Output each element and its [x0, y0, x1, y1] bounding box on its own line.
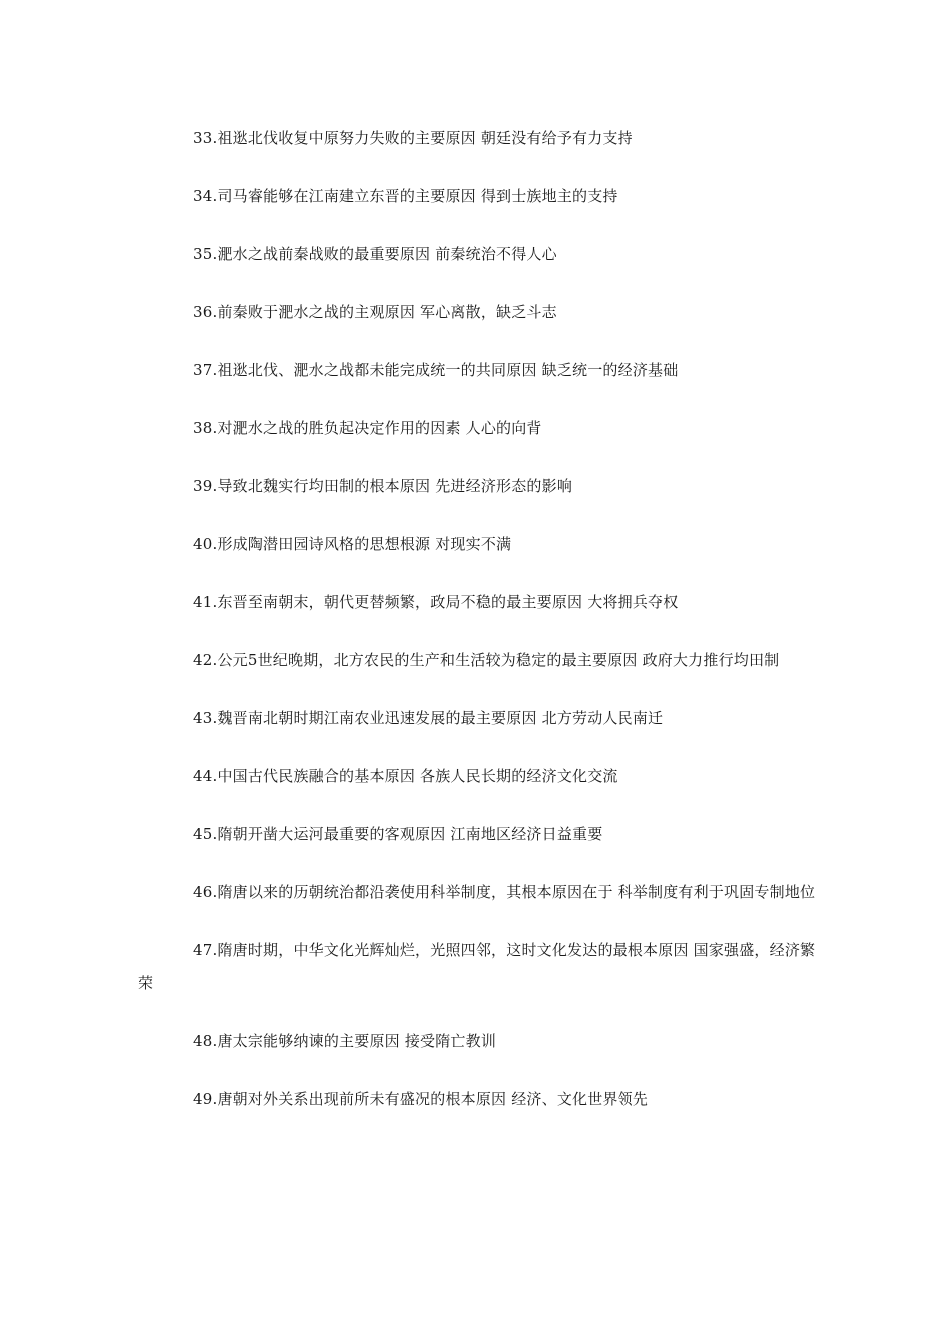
list-item: 45.隋朝开凿大运河最重要的客观原因 江南地区经济日益重要 [193, 825, 603, 843]
list-item: 35.淝水之战前秦战败的最重要原因 前秦统治不得人心 [193, 245, 557, 263]
list-item: 44.中国古代民族融合的基本原因 各族人民长期的经济文化交流 [193, 767, 618, 785]
list-item: 36.前秦败于淝水之战的主观原因 军心离散，缺乏斗志 [193, 303, 557, 321]
list-item: 49.唐朝对外关系出现前所未有盛况的根本原因 经济、文化世界领先 [193, 1090, 649, 1108]
list-item: 48.唐太宗能够纳谏的主要原因 接受隋亡教训 [193, 1032, 497, 1050]
list-item: 39.导致北魏实行均田制的根本原因 先进经济形态的影响 [193, 477, 573, 495]
list-item: 38.对淝水之战的胜负起决定作用的因素 人心的向背 [193, 419, 542, 437]
list-item: 34.司马睿能够在江南建立东晋的主要原因 得到士族地主的支持 [193, 187, 618, 205]
list-item: 43.魏晋南北朝时期江南农业迅速发展的最主要原因 北方劳动人民南迁 [193, 709, 664, 727]
list-item: 40.形成陶潜田园诗风格的思想根源 对现实不满 [193, 535, 512, 553]
list-item: 46.隋唐以来的历朝统治都沿袭使用科举制度，其根本原因在于 科举制度有利于巩固专制地位 [193, 883, 816, 901]
list-item: 33.祖逖北伐收复中原努力失败的主要原因 朝廷没有给予有力支持 [193, 129, 633, 147]
list-item: 42.公元5世纪晚期，北方农民的生产和生活较为稳定的最主要原因 政府大力推行均田制 [193, 651, 780, 669]
list-item: 37.祖逖北伐、淝水之战都未能完成统一的共同原因 缺乏统一的经济基础 [193, 361, 679, 379]
document-body [138, 122, 818, 1141]
list-item: 41.东晋至南朝末，朝代更替频繁，政局不稳的最主要原因 大将拥兵夺权 [193, 593, 679, 611]
list-item: 47.隋唐时期，中华文化光辉灿烂，光照四邻，这时文化发达的最根本原因 国家强盛，经济繁荣 [138, 941, 816, 992]
